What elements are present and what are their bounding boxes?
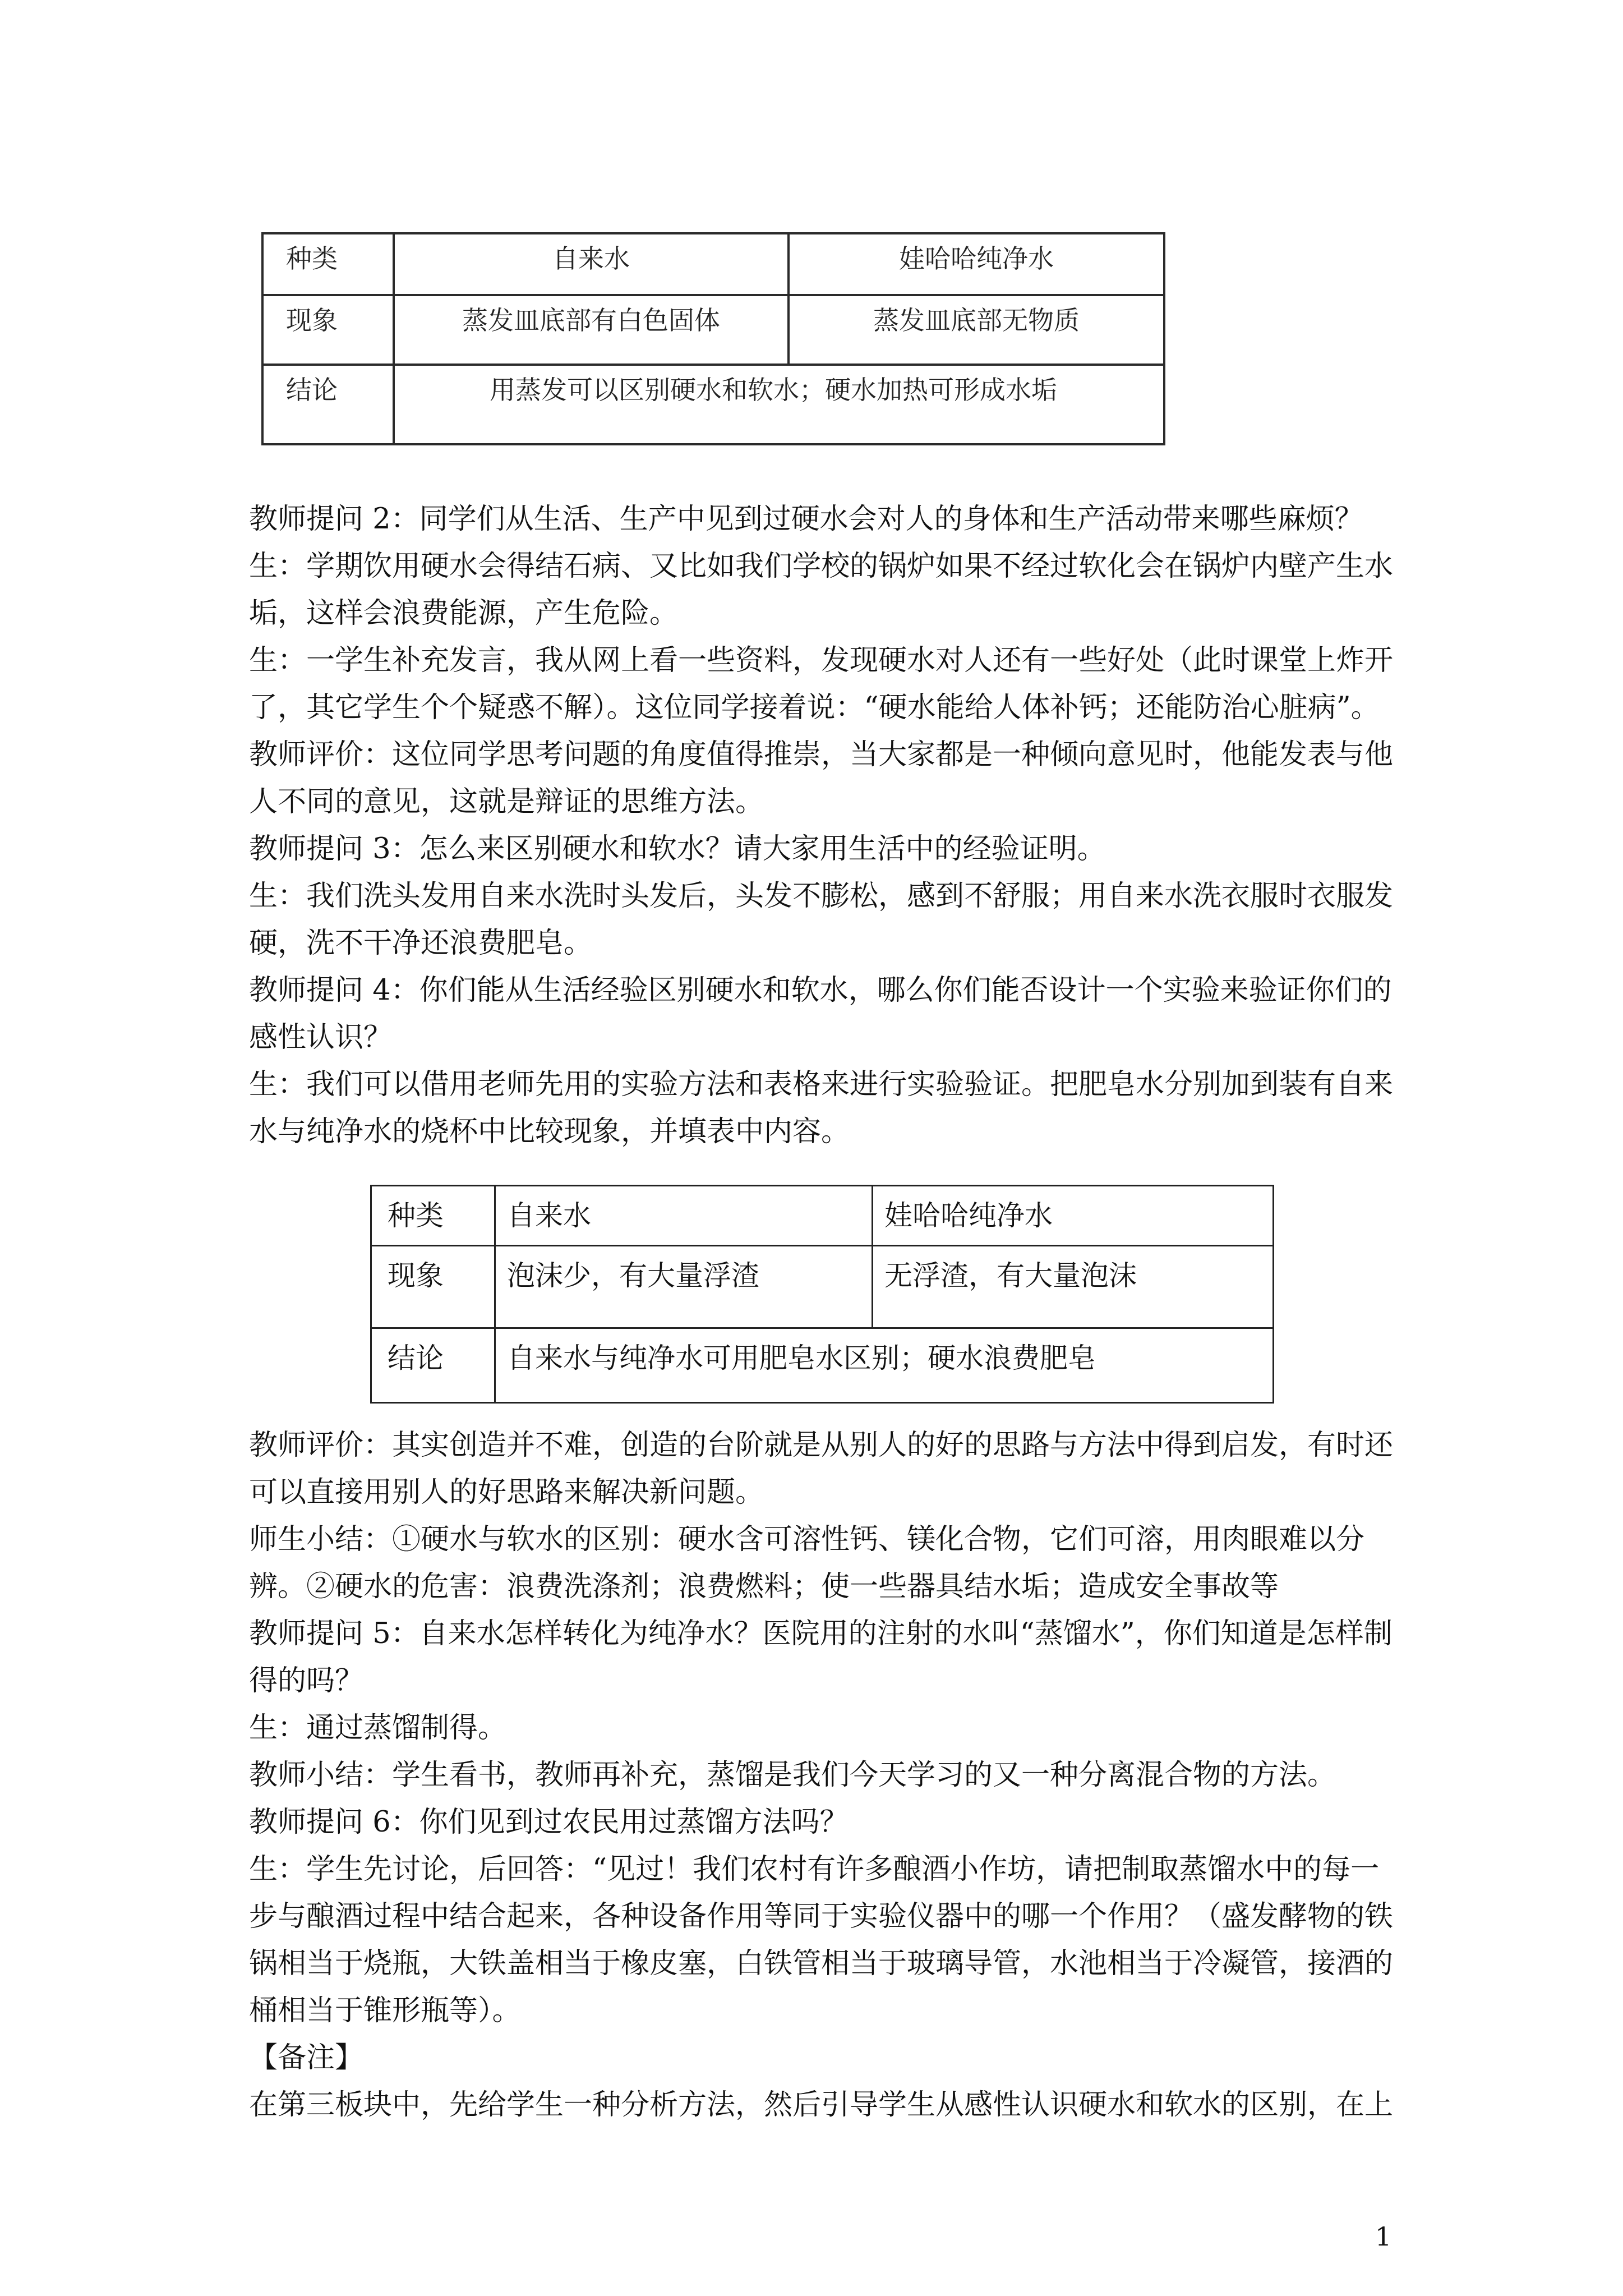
table-cell: 蒸发皿底部有白色固体 xyxy=(394,295,789,365)
paragraph: 教师提问 5：自来水怎样转化为纯净水？医院用的注射的水叫“蒸馏水”，你们知道是怎样制得的吗？ xyxy=(249,1617,1393,1697)
paragraph: 教师提问 2：同学们从生活、生产中见到过硬水会对人的身体和生产活动带来哪些麻烦？ xyxy=(249,503,1363,536)
table-cell: 自来水 xyxy=(394,233,789,295)
table-cell: 种类 xyxy=(262,233,394,295)
table-cell: 自来水与纯净水可用肥皂水区别；硬水浪费肥皂 xyxy=(495,1328,1274,1403)
table-row xyxy=(371,1246,1274,1328)
table-cell: 娃哈哈纯净水 xyxy=(873,1186,1274,1246)
table-row xyxy=(371,1328,1274,1403)
paragraph: 教师提问 4：你们能从生活经验区别硬水和软水，哪么你们能否设计一个实验来验证你们的感性认识？ xyxy=(249,974,1392,1054)
paragraph: 教师评价：这位同学思考问题的角度值得推崇，当大家都是一种倾向意见时，他能发表与他人不同的意见，这就是辩证的思维方法。 xyxy=(249,738,1394,818)
table-cell: 自来水 xyxy=(495,1186,873,1246)
paragraph: 教师小结：学生看书，教师再补充，蒸馏是我们今天学习的又一种分离混合物的方法。 xyxy=(249,1759,1336,1792)
note-heading: 【备注】 xyxy=(249,2041,364,2074)
paragraph-group xyxy=(249,1422,1393,2129)
table-cell: 结论 xyxy=(371,1328,495,1403)
paragraph: 教师提问 3：怎么来区别硬水和软水？请大家用生活中的经验证明。 xyxy=(249,832,1106,866)
table-row xyxy=(371,1186,1274,1246)
table-row xyxy=(262,233,1164,295)
table-cell: 用蒸发可以区别硬水和软水；硬水加热可形成水垢 xyxy=(394,365,1164,444)
table-cell: 泡沫少，有大量浮渣 xyxy=(495,1246,873,1328)
paragraph: 在第三板块中，先给学生一种分析方法，然后引导学生从感性认识硬水和软水的区别，在上 xyxy=(249,2088,1394,2122)
soap-water-result-table xyxy=(370,1185,1274,1404)
table-cell: 种类 xyxy=(371,1186,495,1246)
table-cell: 结论 xyxy=(262,365,394,444)
paragraph: 师生小结：①硬水与软水的区别：硬水含可溶性钙、镁化合物，它们可溶，用肉眼难以分辨。②硬水的危害：浪费洗涤剂；浪费燃料；使一些器具结水垢；造成安全事故等 xyxy=(249,1523,1365,1603)
table-cell: 现象 xyxy=(371,1246,495,1328)
paragraph-group xyxy=(249,496,1393,1156)
paragraph: 生：学生先讨论，后回答：“见过！我们农村有许多酿酒小作坊，请把制取蒸馏水中的每一步与酿酒过程中结合起来，各种设备作用等同于实验仪器中的哪一个作用？（盛发酵物的铁锅相当于烧瓶，大铁盖相当于橡皮塞，白铁管相当于玻璃导管，水池相当于冷凝管，接酒的桶相当于锥形瓶等）。 xyxy=(249,1853,1394,2027)
evaporation-result-table xyxy=(261,232,1165,445)
table-cell: 娃哈哈纯净水 xyxy=(789,233,1164,295)
paragraph: 教师提问 6：你们见到过农民用过蒸馏方法吗？ xyxy=(249,1806,849,1839)
paragraph: 生：学期饮用硬水会得结石病、又比如我们学校的锅炉如果不经过软化会在锅炉内壁产生水垢，这样会浪费能源，产生危险。 xyxy=(249,550,1394,630)
page-number: 1 xyxy=(1375,2221,1392,2252)
table-cell: 蒸发皿底部无物质 xyxy=(789,295,1164,365)
paragraph: 生：我们洗头发用自来水洗时头发后，头发不膨松，感到不舒服；用自来水洗衣服时衣服发硬，洗不干净还浪费肥皂。 xyxy=(249,880,1394,960)
table-row xyxy=(262,365,1164,444)
table-cell: 无浮渣，有大量泡沫 xyxy=(873,1246,1274,1328)
table-cell: 现象 xyxy=(262,295,394,365)
paragraph: 生：我们可以借用老师先用的实验方法和表格来进行实验验证。把肥皂水分别加到装有自来水与纯净水的烧杯中比较现象，并填表中内容。 xyxy=(249,1068,1394,1148)
paragraph: 生：通过蒸馏制得。 xyxy=(249,1711,507,1745)
table-row xyxy=(262,295,1164,365)
paragraph: 生：一学生补充发言，我从网上看一些资料，发现硬水对人还有一些好处（此时课堂上炸开了，其它学生个个疑惑不解）。这位同学接着说：“硬水能给人体补钙；还能防治心脏病”。 xyxy=(249,644,1394,724)
paragraph: 教师评价：其实创造并不难，创造的台阶就是从别人的好的思路与方法中得到启发，有时还可以直接用别人的好思路来解决新问题。 xyxy=(249,1429,1394,1509)
